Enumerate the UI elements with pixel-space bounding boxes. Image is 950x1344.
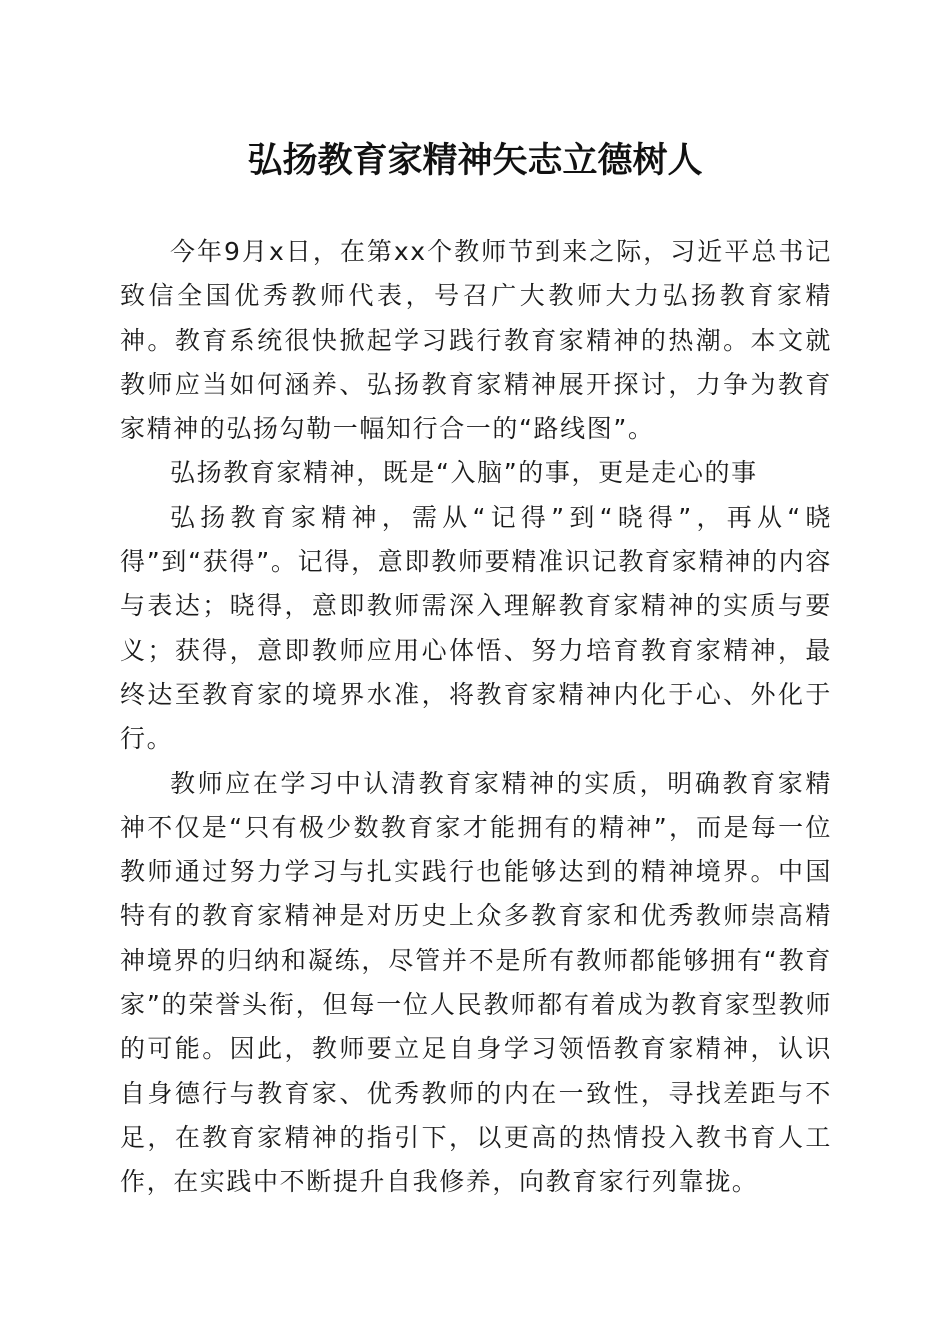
paragraph-intro: 今年9月x日，在第xx个教师节到来之际，习近平总书记致信全国优秀教师代表，号召广大教师大力弘扬教育家精神。教育系统很快掀起学习践行教育家精神的热潮。本文就教师应当如何涵养、弘扬教育家精神展开探讨，力争为教育家精神的弘扬勾勒一幅知行合一的“路线图”。 [120, 237, 832, 444]
paragraph-section-heading: 弘扬教育家精神，既是“入脑”的事，更是走心的事 [170, 458, 758, 488]
paragraph-essence: 教师应在学习中认清教育家精神的实质，明确教育家精神不仅是“只有极少数教育家才能拥有的精神”，而是每一位教师通过努力学习与扎实践行也能够达到的精神境界。中国特有的教育家精神是对历史上众多教育家和优秀教师崇高精神境界的归纳和凝练，尽管并不是所有教师都能够拥有“教育家”的荣誉头衔，但每一位人民教师都有着成为教育家型教师的可能。因此，教师要立足自身学习领悟教育家精神，认识自身德行与教育家、优秀教师的内在一致性，寻找差距与不足，在教育家精神的指引下，以更高的热情投入教书育人工作，在实践中不断提升自我修养，向教育家行列靠拢。 [120, 768, 832, 1197]
document-body [120, 230, 832, 1205]
paragraph-knowing: 弘扬教育家精神，需从“记得”到“晓得”，再从“晓得”到“获得”。记得，意即教师要精准识记教育家精神的内容与表达；晓得，意即教师需深入理解教育家精神的实质与要义；获得，意即教师应用心体悟、努力培育教育家精神，最终达至教育家的境界水准，将教育家精神内化于心、外化于行。 [120, 502, 832, 754]
document-title: 弘扬教育家精神矢志立德树人 [247, 140, 703, 181]
